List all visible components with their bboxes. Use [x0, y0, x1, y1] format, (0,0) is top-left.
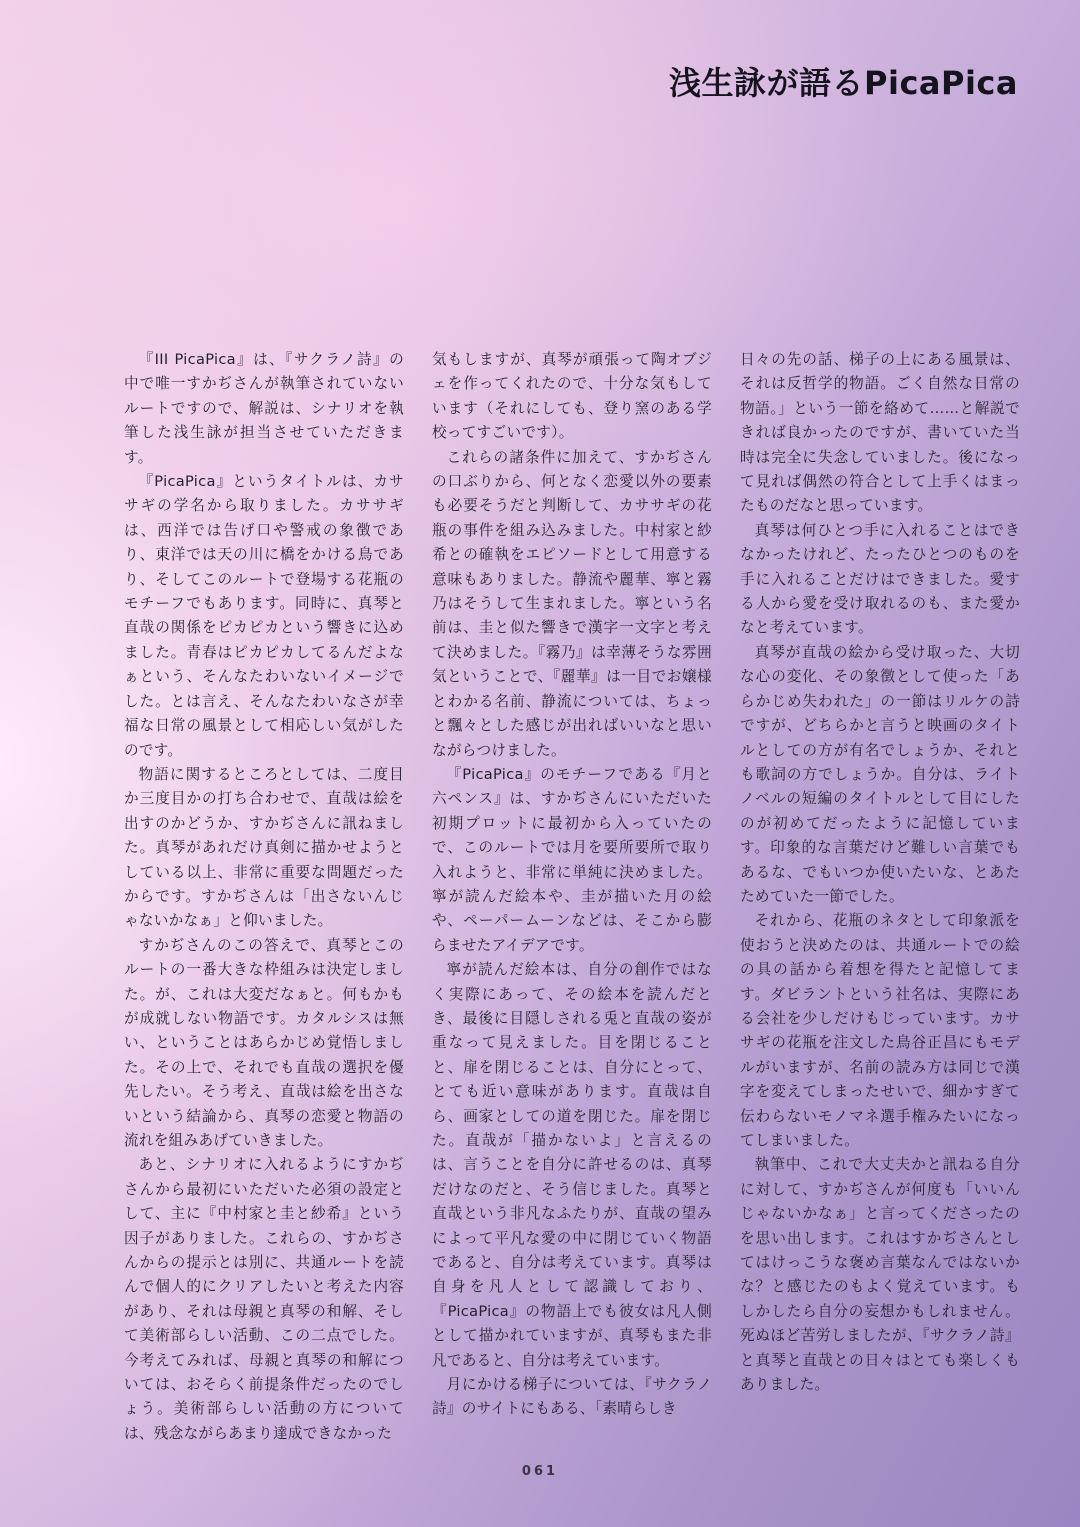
- page-title: 浅生詠が語るPicaPica: [669, 64, 1018, 102]
- paragraph: 『PicaPica』のモチーフである『月と六ペンス』は、すかぢさんにいただいた初期プロットに最初から入っていたので、このルートでは月を要所要所で取り入れようと、非常に単純に決めました。寧が読んだ絵本や、圭が描いた月の絵や、ペーパームーンなどは、そこから膨らませたアイデアです。: [432, 765, 712, 954]
- paragraph: それから、花瓶のネタとして印象派を使おうと決めたのは、共通ルートでの絵の具の話から着想を得たと記憶してます。ダビラントという社名は、実際にある会社を少しだけもじっています。カササギの花瓶を注文した鳥谷正昌にもモデルがいますが、名前の読み方は同じで漢字を変えてしまったせいで、細かすぎて伝わらないモノマネ選手権みたいになってしまいました。: [740, 912, 1020, 1149]
- text-column-1: [124, 348, 404, 1446]
- paragraph: 寧が読んだ絵本は、自分の創作ではなく実際にあって、その絵本を読んだとき、最後に目隠しされる兎と直哉の姿が重なって見えました。目を閉じることと、扉を閉じることは、自分にとって、とても近い意味があります。直哉は自ら、画家としての道を閉じた。扉を閉じた。直哉が「描かないよ」と言えるのは、言うことを自分に許せるのは、真琴だけなのだと、そう信じました。真琴と直哉という非凡なふたりが、直哉の望みによって平凡な愛の中に閉じていく物語であると、自分は考えています。真琴は自身を凡人として認識しており、『PicaPica』の物語上でも彼女は凡人側として描かれていますが、真琴もまた非凡であると、自分は考えています。: [432, 961, 712, 1369]
- text-column-3: [740, 348, 1020, 1397]
- paragraph: 『III PicaPica』は、『サクラノ詩』の中で唯一すかぢさんが執筆されていないルートですので、解説は、シナリオを執筆した浅生詠が担当させていただきます。: [124, 351, 404, 466]
- paragraph: 日々の先の話、梯子の上にある風景は、それは反哲学的物語。ごく自然な日常の物語。」という一節を絡めて……と解説できれば良かったのですが、書いていた当時は完全に失念していました。後になって見れば偶然の符合として上手くはまったものだなと思っています。: [740, 351, 1020, 515]
- paragraph: 執筆中、これで大丈夫かと訊ねる自分に対して、すかぢさんが何度も「いいんじゃないかなぁ」と言ってくださったのを思い出します。これはすかぢさんとしてはけっこうな褒め言葉なんではないかな？と感じたのもよく覚えています。もしかしたら自分の妄想かもしれません。死ぬほど苦労しましたが、『サクラノ詩』と真琴と直哉との日々はとても楽しくもありました。: [740, 1156, 1020, 1394]
- paragraph: あと、シナリオに入れるようにすかぢさんから最初にいただいた必須の設定として、主に『中村家と圭と紗希』という因子がありました。これらの、すかぢさんからの提示とは別に、共通ルートを読んで個人的にクリアしたいと考えた内容があり、それは母親と真琴の和解、そして美術部らしい活動、この二点でした。今考えてみれば、母親と真琴の和解については、おそらく前提条件だったのでしょう。美術部らしい活動の方については、残念ながらあまり達成できなかった: [124, 1156, 404, 1442]
- paragraph: これらの諸条件に加えて、すかぢさんの口ぶりから、何となく恋愛以外の要素も必要そうだと判断して、カササギの花瓶の事件を組み込みました。中村家と紗希との確執をエピソードとして用意する意味もありました。静流や麗華、寧と霧乃はそうして生まれました。寧という名前は、圭と似た響きで漢字一文字と考えて決めました。『霧乃』は幸薄そうな雰囲気ということで、『麗華』は一目でお嬢様とわかる名前、静流については、ちょっと飄々とした感じが出ればいいなと思いながらつけました。: [432, 448, 712, 759]
- paragraph: 物語に関するところとしては、二度目か三度目かの打ち合わせで、直哉は絵を出すのかどうか、すかぢさんに訊ねました。真琴があれだけ真剣に描かせようとしている以上、非常に重要な問題だったからです。すかぢさんは「出さないんじゃないかなぁ」と仰いました。: [124, 765, 404, 930]
- paragraph: すかぢさんのこの答えで、真琴とこのルートの一番大きな枠組みは決定しました。が、これは大変だなぁと。何もかもが成就しない物語です。カタルシスは無い、ということはあらかじめ覚悟しました。その上で、それでも直哉の選択を優先したい。そう考え、直哉は絵を出さないという結論から、真琴の恋愛と物語の流れを組みあげていきました。: [124, 936, 404, 1149]
- paragraph: 真琴が直哉の絵から受け取った、大切な心の変化、その象徴として使った「あらかじめ失われた」の一節はリルケの詩ですが、どちらかと言うと映画のタイトルとしての方が有名でしょうか、それとも歌詞の方でしょうか。自分は、ライトノベルの短編のタイトルとして目にしたのが初めてだったように記憶しています。印象的な言葉だけど難しい言葉でもあるな、でもいつか使いたいな、とあたためていた一節でした。: [740, 643, 1020, 905]
- paragraph: 『PicaPica』というタイトルは、カササギの学名から取りました。カササギは、西洋では告げ口や警戒の象徴であり、東洋では天の川に橋をかける鳥であり、そしてこのルートで登場する花瓶のモチーフでもあります。同時に、真琴と直哉の関係をピカピカという響きに込めました。青春はピカピカしてるんだよなぁという、そんなたわいないイメージでした。とは言え、そんなたわいなさが幸福な日常の風景として相応しい気がしたのです。: [124, 473, 404, 759]
- paragraph: 気もしますが、真琴が頑張って陶オブジェを作ってくれたので、十分な気もしています（それにしても、登り窯のある学校ってすごいです）。: [432, 351, 712, 442]
- paragraph: 真琴は何ひとつ手に入れることはできなかったけれど、たったひとつのものを手に入れることだけはできました。愛する人から愛を受け取れるのも、また愛かなと考えています。: [740, 521, 1020, 637]
- page-number: 061: [521, 1464, 559, 1479]
- paragraph: 月にかける梯子については、『サクラノ詩』のサイトにもある、「素晴らしき: [432, 1376, 712, 1418]
- text-column-2: [432, 348, 712, 1422]
